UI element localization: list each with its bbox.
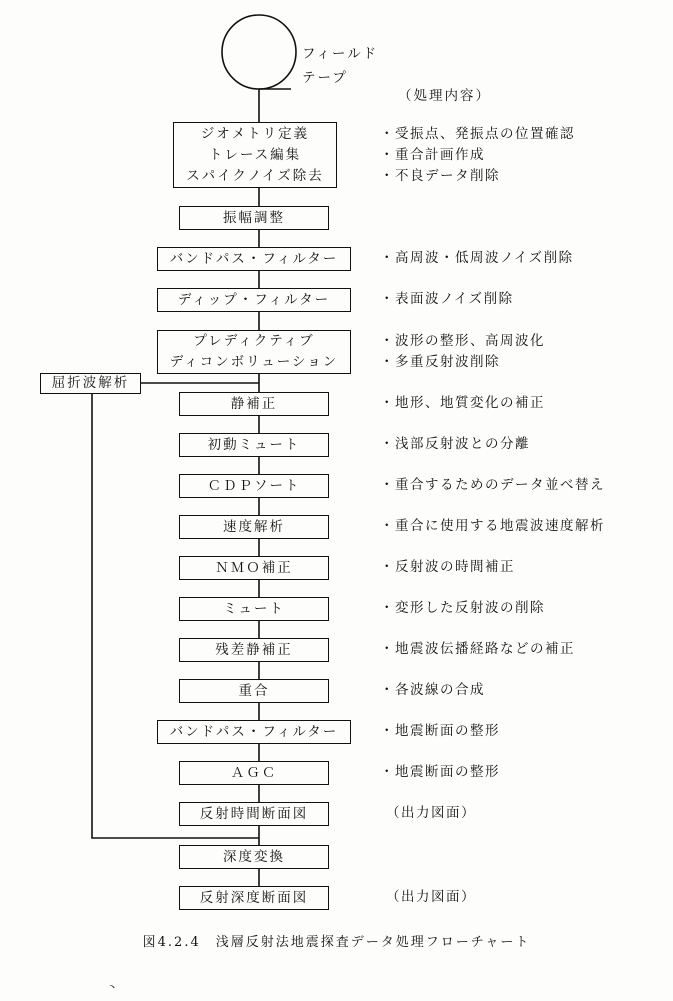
box-nmo-correction (179, 556, 329, 580)
box-line: ジオメトリ定義 (200, 125, 310, 142)
box-bandpass-1 (157, 247, 351, 271)
note-deconvolution (380, 331, 545, 373)
note-geometry (380, 124, 575, 187)
box-line: 残差静補正 (215, 641, 293, 658)
box-line: ＣＤＰソート (207, 477, 301, 494)
stray-mark: ヽ (104, 978, 121, 996)
note-first-break-mute (380, 434, 530, 455)
box-line: ＮＭＯ補正 (215, 559, 293, 576)
box-line: 振幅調整 (223, 209, 285, 226)
note-mute (380, 598, 545, 619)
box-deconvolution (157, 330, 351, 374)
note-line: ・表面波ノイズ削除 (380, 291, 514, 307)
box-line: 重合 (238, 682, 270, 699)
note-line: ・不良データ削除 (380, 168, 500, 184)
box-static-correction (179, 392, 329, 416)
note-nmo-correction (380, 557, 515, 578)
box-line: 静補正 (230, 395, 278, 412)
box-refraction-analysis (40, 373, 141, 394)
box-line: 速度解析 (223, 518, 285, 535)
notes-title: （処理内容） (398, 88, 491, 104)
figure-caption: 図4.2.4 浅層反射法地震探査データ処理フローチャート (142, 935, 531, 950)
box-line: 初動ミュート (207, 436, 301, 453)
box-geometry (173, 122, 337, 188)
note-line: ・浅部反射波との分離 (380, 436, 530, 452)
note-line: （出力図面） (386, 805, 476, 821)
box-cdp-sort (179, 474, 329, 498)
start-label-line1: フィールド (302, 46, 379, 62)
note-residual-statics (380, 639, 575, 660)
note-time-section (386, 803, 476, 824)
box-line: トレース編集 (208, 146, 302, 163)
box-mute (179, 597, 329, 621)
note-line: ・地震波伝播経路などの補正 (380, 641, 575, 657)
box-agc (179, 761, 329, 785)
box-amplitude (179, 206, 329, 230)
box-line: バンドパス・フィルター (169, 250, 339, 267)
box-line: バンドパス・フィルター (169, 723, 339, 740)
box-time-section (179, 802, 329, 826)
note-line: ・地震断面の整形 (380, 723, 500, 739)
box-line: 反射深度断面図 (199, 889, 309, 906)
start-label (302, 42, 378, 90)
note-line: ・波形の整形、高周波化 (380, 333, 545, 349)
note-line: ・受振点、発振点の位置確認 (380, 126, 575, 142)
note-line: ・高周波・低周波ノイズ削除 (380, 250, 574, 266)
box-stack (179, 679, 329, 703)
note-line: ・多重反射波削除 (380, 354, 500, 370)
box-line: ＡＧＣ (230, 764, 278, 781)
box-residual-statics (179, 638, 329, 662)
note-velocity-analysis (380, 516, 605, 537)
box-line: スパイクノイズ除去 (186, 167, 324, 184)
note-line: ・重合計画作成 (380, 147, 485, 163)
field-tape-reel (222, 15, 296, 89)
box-line: 反射時間断面図 (199, 805, 309, 822)
note-bandpass-2 (380, 721, 500, 742)
box-first-break-mute (179, 433, 329, 457)
box-velocity-analysis (179, 515, 329, 539)
box-line: ディップ・フィルター (177, 291, 331, 308)
box-line: ディコンボリューション (169, 354, 339, 370)
note-agc (380, 762, 500, 783)
note-line: ・重合するためのデータ並べ替え (380, 477, 605, 493)
start-label-line2: テープ (302, 70, 348, 86)
note-static-correction (380, 393, 545, 414)
note-line: ・変形した反射波の削除 (380, 600, 545, 616)
box-line: 屈折波解析 (51, 375, 130, 391)
note-bandpass-1 (380, 248, 574, 269)
note-stack (380, 680, 485, 701)
box-line: 深度変換 (223, 848, 285, 865)
note-depth-section (386, 887, 476, 908)
note-line: ・重合に使用する地震波速度解析 (380, 518, 605, 534)
note-line: （出力図面） (386, 889, 476, 905)
note-dip-filter (380, 289, 514, 310)
note-line: ・地形、地質変化の補正 (380, 395, 545, 411)
note-line: ・各波線の合成 (380, 682, 485, 698)
note-line: ・反射波の時間補正 (380, 559, 515, 575)
box-bandpass-2 (157, 720, 351, 744)
note-line: ・地震断面の整形 (380, 764, 500, 780)
box-dip-filter (157, 288, 351, 312)
box-line: ミュート (223, 600, 285, 617)
box-line: プレディクティブ (193, 333, 315, 349)
note-cdp-sort (380, 475, 605, 496)
box-depth-section (179, 886, 329, 910)
box-depth-conversion (179, 845, 329, 869)
